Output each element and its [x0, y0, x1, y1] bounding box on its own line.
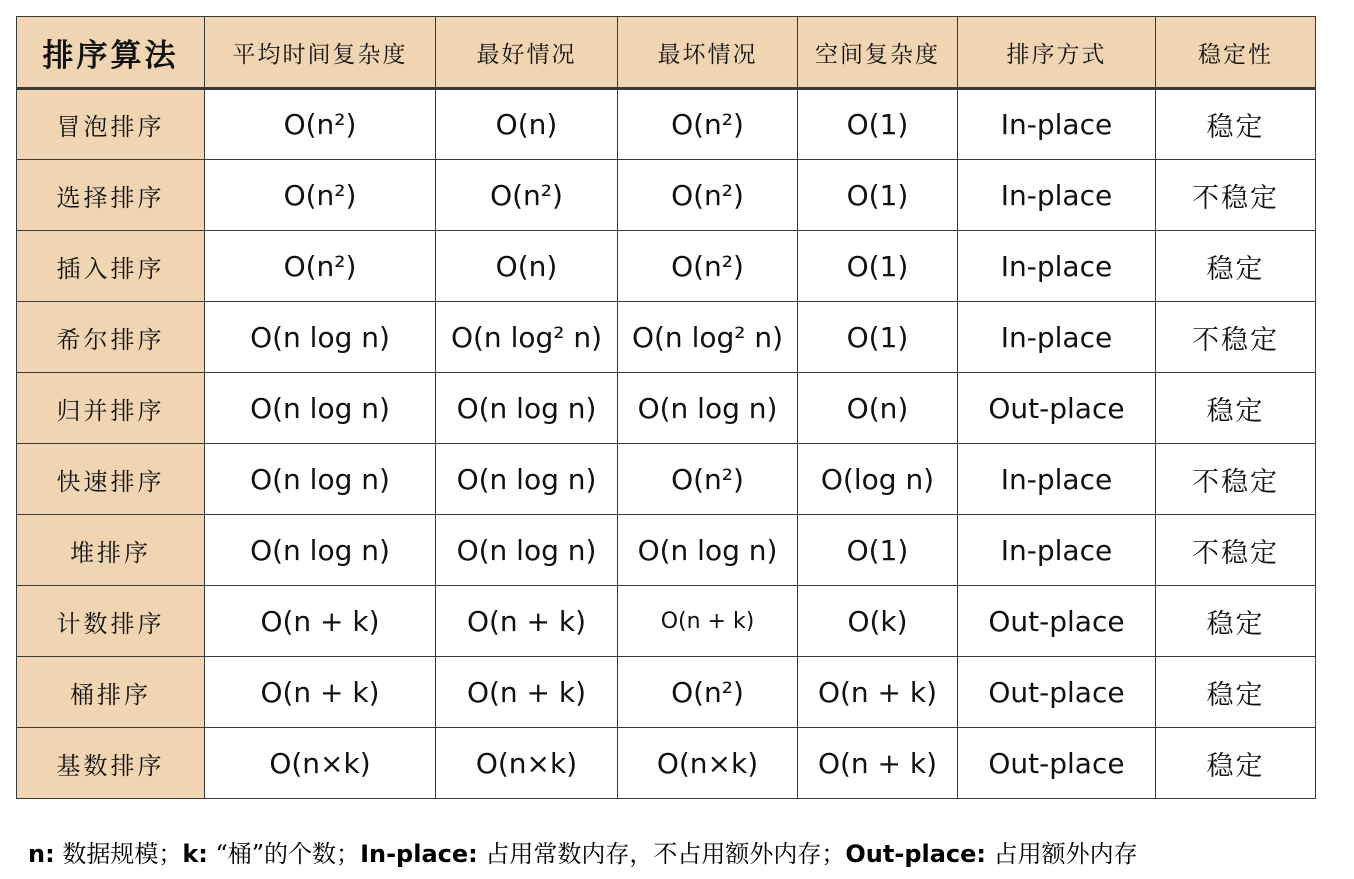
header-space: 空间复杂度	[798, 17, 958, 89]
cell-best-case: O(n log n)	[436, 515, 618, 586]
cell-sort-mode: In-place	[958, 160, 1156, 231]
row-label-algorithm: 快速排序	[17, 444, 205, 515]
footnote-outplace-term: Out-place:	[845, 840, 987, 868]
header-best-case: 最好情况	[436, 17, 618, 89]
table-row	[17, 231, 1316, 302]
table-row	[17, 515, 1316, 586]
cell-best-case: O(n)	[436, 89, 618, 160]
row-label-algorithm: 选择排序	[17, 160, 205, 231]
cell-sort-mode: In-place	[958, 89, 1156, 160]
row-label-algorithm: 计数排序	[17, 586, 205, 657]
cell-best-case: O(n log² n)	[436, 302, 618, 373]
cell-average-time: O(n + k)	[205, 586, 436, 657]
cell-stability: 稳定	[1156, 657, 1316, 728]
cell-space: O(n)	[798, 373, 958, 444]
cell-worst-case: O(n²)	[618, 160, 798, 231]
sorting-complexity-table	[16, 16, 1316, 799]
footnote-k-desc: “桶”的个数；	[207, 840, 361, 868]
cell-average-time: O(n log n)	[205, 444, 436, 515]
row-label-algorithm: 桶排序	[17, 657, 205, 728]
footnote-inplace-desc: 占用常数内存，不占用额外内存；	[477, 840, 846, 868]
cell-average-time: O(n²)	[205, 89, 436, 160]
row-label-algorithm: 基数排序	[17, 728, 205, 799]
cell-space: O(log n)	[798, 444, 958, 515]
footnote-inplace-term: In-place:	[360, 840, 478, 868]
header-row	[17, 17, 1316, 89]
cell-average-time: O(n log n)	[205, 302, 436, 373]
cell-space: O(1)	[798, 160, 958, 231]
cell-average-time: O(n + k)	[205, 657, 436, 728]
cell-best-case: O(n + k)	[436, 657, 618, 728]
sorting-complexity-table-container	[16, 16, 1315, 799]
table-row	[17, 89, 1316, 160]
cell-sort-mode: In-place	[958, 231, 1156, 302]
table-row	[17, 302, 1316, 373]
cell-worst-case: O(n log² n)	[618, 302, 798, 373]
cell-space: O(1)	[798, 231, 958, 302]
table-row	[17, 728, 1316, 799]
cell-worst-case: O(n²)	[618, 444, 798, 515]
cell-sort-mode: Out-place	[958, 657, 1156, 728]
footnote-n-term: n:	[28, 840, 55, 868]
cell-best-case: O(n×k)	[436, 728, 618, 799]
cell-best-case: O(n log n)	[436, 444, 618, 515]
cell-sort-mode: Out-place	[958, 373, 1156, 444]
cell-stability: 稳定	[1156, 586, 1316, 657]
cell-sort-mode: In-place	[958, 302, 1156, 373]
header-worst-case: 最坏情况	[618, 17, 798, 89]
footnote-outplace-desc: 占用额外内存	[986, 840, 1138, 868]
table-row	[17, 444, 1316, 515]
cell-space: O(n + k)	[798, 728, 958, 799]
cell-stability: 不稳定	[1156, 302, 1316, 373]
cell-stability: 不稳定	[1156, 515, 1316, 586]
footnote-k-term: k:	[182, 840, 208, 868]
cell-worst-case: O(n²)	[618, 231, 798, 302]
cell-worst-case: O(n log n)	[618, 373, 798, 444]
cell-space: O(1)	[798, 302, 958, 373]
cell-stability: 稳定	[1156, 231, 1316, 302]
header-average-time: 平均时间复杂度	[205, 17, 436, 89]
table-row	[17, 657, 1316, 728]
cell-average-time: O(n×k)	[205, 728, 436, 799]
table-row	[17, 160, 1316, 231]
row-label-algorithm: 归并排序	[17, 373, 205, 444]
header-stability: 稳定性	[1156, 17, 1316, 89]
table-row	[17, 373, 1316, 444]
cell-stability: 不稳定	[1156, 444, 1316, 515]
row-label-algorithm: 希尔排序	[17, 302, 205, 373]
cell-sort-mode: Out-place	[958, 728, 1156, 799]
row-label-algorithm: 冒泡排序	[17, 89, 205, 160]
footnote-legend	[28, 834, 1138, 869]
table-row	[17, 586, 1316, 657]
row-label-algorithm: 堆排序	[17, 515, 205, 586]
cell-sort-mode: Out-place	[958, 586, 1156, 657]
cell-worst-case: O(n×k)	[618, 728, 798, 799]
cell-sort-mode: In-place	[958, 444, 1156, 515]
cell-best-case: O(n log n)	[436, 373, 618, 444]
footnote-n-desc: 数据规模；	[54, 840, 183, 868]
cell-worst-case: O(n²)	[618, 89, 798, 160]
cell-stability: 稳定	[1156, 373, 1316, 444]
cell-space: O(k)	[798, 586, 958, 657]
cell-average-time: O(n log n)	[205, 373, 436, 444]
cell-stability: 稳定	[1156, 728, 1316, 799]
cell-average-time: O(n²)	[205, 231, 436, 302]
cell-stability: 稳定	[1156, 89, 1316, 160]
cell-best-case: O(n + k)	[436, 586, 618, 657]
cell-space: O(n + k)	[798, 657, 958, 728]
cell-worst-case: O(n²)	[618, 657, 798, 728]
cell-space: O(1)	[798, 515, 958, 586]
cell-best-case: O(n)	[436, 231, 618, 302]
cell-average-time: O(n²)	[205, 160, 436, 231]
cell-worst-case: O(n log n)	[618, 515, 798, 586]
cell-stability: 不稳定	[1156, 160, 1316, 231]
cell-best-case: O(n²)	[436, 160, 618, 231]
cell-sort-mode: In-place	[958, 515, 1156, 586]
cell-space: O(1)	[798, 89, 958, 160]
header-algorithm: 排序算法	[17, 17, 205, 89]
header-sort-mode: 排序方式	[958, 17, 1156, 89]
row-label-algorithm: 插入排序	[17, 231, 205, 302]
cell-worst-case: O(n + k)	[618, 586, 798, 657]
cell-average-time: O(n log n)	[205, 515, 436, 586]
